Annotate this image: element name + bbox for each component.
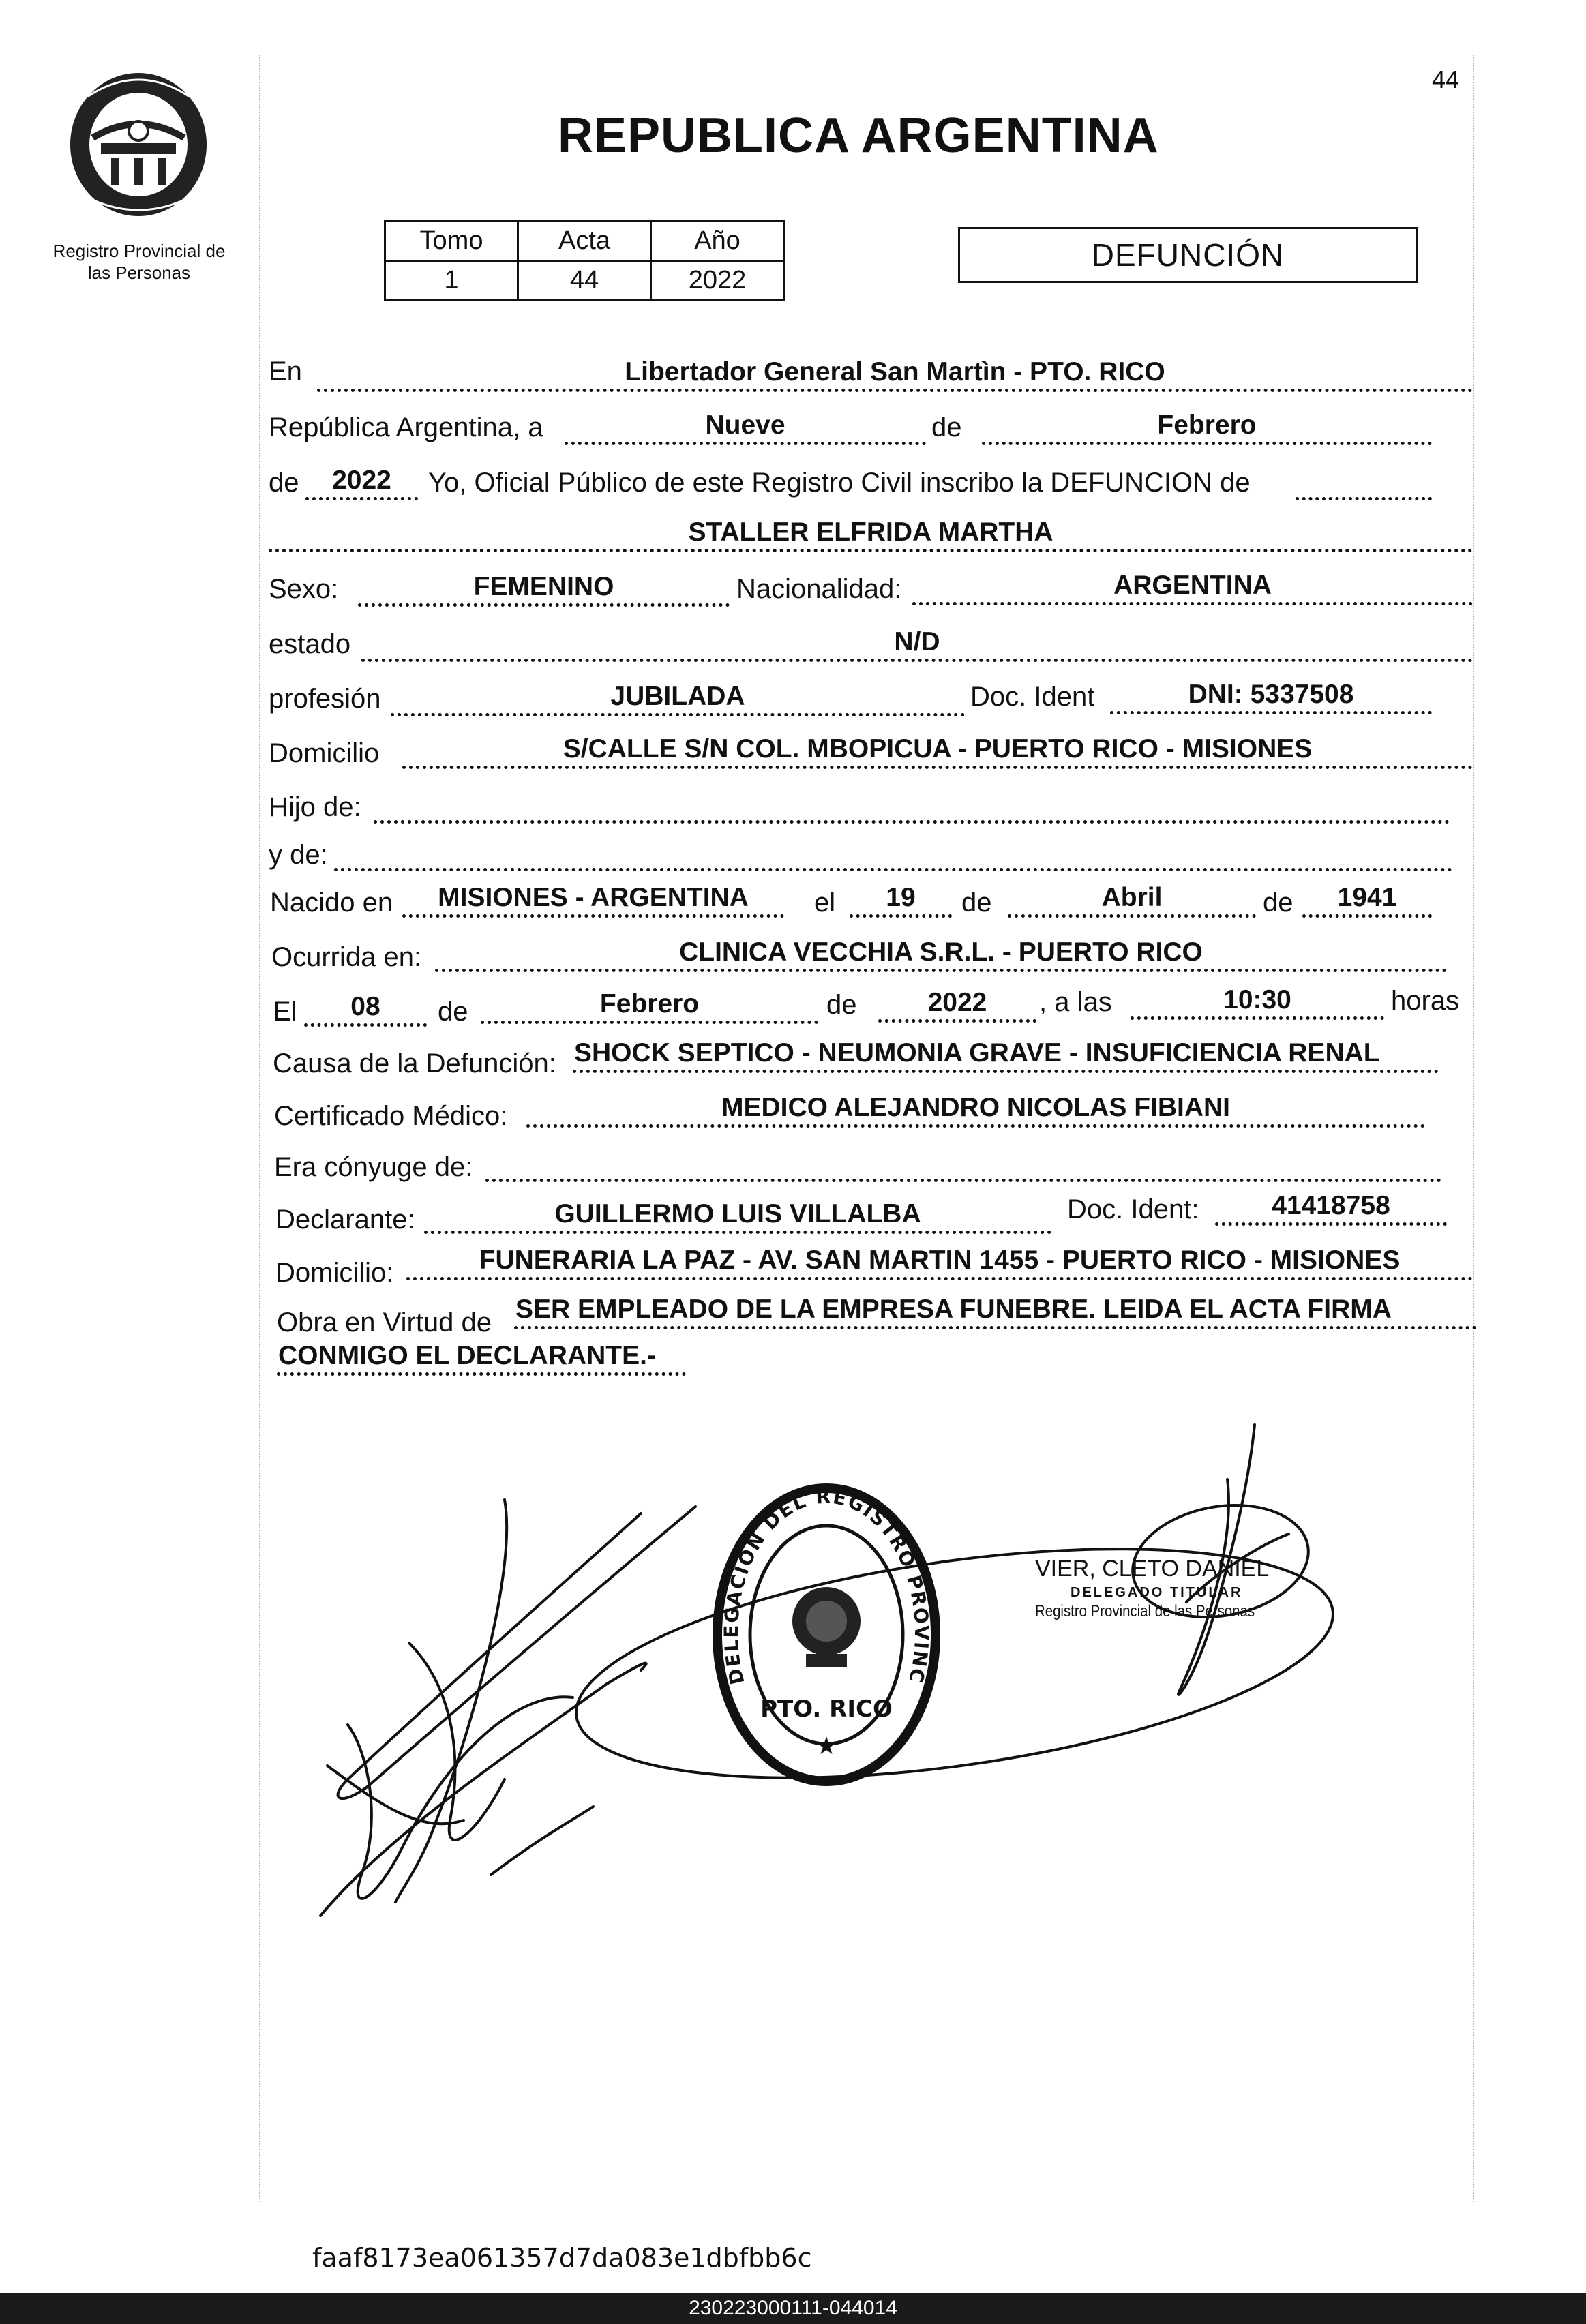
label-horas: horas [1391,986,1460,1016]
field-defuncion-anio: 2022 [878,989,1036,1023]
label-el: el [814,888,836,918]
label-de-def-anio: de [826,990,857,1020]
label-el-cap: El [273,997,297,1027]
label-de-mes: de [931,412,962,442]
signatory-org: Registro Provincial de las Personas [1035,1602,1255,1620]
field-mes-registro: Febrero [982,411,1432,445]
footer-id-bar [0,2293,1586,2324]
document-type-box: DEFUNCIÓN [958,227,1418,283]
label-hijo-de: Hijo de: [269,792,361,822]
field-profesion: JUBILADA [391,682,965,716]
label-obra: Obra en Virtud de [277,1308,492,1338]
field-ocurrida-en: CLINICA VECCHIA S.R.L. - PUERTO RICO [435,938,1447,972]
province-emblem-icon [60,63,217,220]
label-conyuge: Era cónyuge de: [274,1152,473,1182]
signatory-role: DELEGADO TITULAR [1071,1585,1243,1600]
field-nacimiento-mes: Abril [1008,884,1256,918]
ref-value-acta: 44 [518,261,651,301]
field-obra-linea1: SER EMPLEADO DE LA EMPRESA FUNEBRE. LEIDA EL ACTA FIRMA [514,1295,1477,1329]
reference-value-row [385,261,784,301]
page-title: REPUBLICA ARGENTINA [558,108,1159,163]
label-certificado: Certificado Médico: [274,1101,508,1131]
field-causa: SHOCK SEPTICO - NEUMONIA GRAVE - INSUFICIENCIA RENAL [573,1039,1439,1073]
label-domicilio: Domicilio [269,738,380,768]
label-de-def-mes: de [438,997,468,1027]
label-republica: República Argentina, a [269,412,543,442]
field-hora: 10:30 [1131,986,1384,1020]
field-defuncion-dia: 08 [304,993,427,1027]
label-en: En [269,357,302,387]
ref-header-anio: Año [651,222,784,261]
document-hash: faaf8173ea061357d7da083e1dbfbb6c [312,2243,812,2273]
field-dia-registro: Nueve [565,411,926,445]
label-estado: estado [269,629,351,659]
field-nacimiento-dia: 19 [850,884,952,918]
field-declarante: GUILLERMO LUIS VILLALBA [424,1200,1051,1234]
star-icon: ★ [815,1732,838,1760]
field-defuncion-mes: Febrero [481,990,818,1024]
registry-label-line2: las Personas [87,262,191,283]
label-profesion: profesión [269,684,381,714]
footer-id: 230223000111-044014 [689,2297,897,2319]
ref-value-anio: 2022 [651,261,784,301]
field-domicilio-declarante: FUNERARIA LA PAZ - AV. SAN MARTIN 1455 - PUERTO RICO - MISIONES [406,1246,1473,1280]
label-declarante-doc: Doc. Ident: [1067,1194,1199,1224]
label-sexo: Sexo: [269,574,339,604]
label-domicilio-declarante: Domicilio: [275,1258,394,1288]
left-margin-line [259,55,260,2202]
label-a-las: , a las [1039,987,1112,1017]
label-doc-ident: Doc. Ident [970,682,1095,712]
field-estado: N/D [361,628,1473,662]
field-domicilio: S/CALLE S/N COL. MBOPICUA - PUERTO RICO - MISIONES [402,735,1473,769]
field-anio-registro: 2022 [305,466,418,500]
ref-header-acta: Acta [518,222,651,261]
field-nombre: STALLER ELFRIDA MARTHA [269,518,1473,552]
signature-strokes [286,1398,1534,1957]
label-yo-oficial: Yo, Oficial Público de este Registro Civil inscribo la DEFUNCION de [428,468,1251,498]
label-y-de: y de: [269,840,328,870]
label-nacido-en: Nacido en [270,888,393,918]
field-doc-ident: DNI: 5337508 [1110,680,1432,714]
field-hijo-de [374,789,1450,824]
signatory-name: VIER, CLETO DANIEL [1035,1556,1270,1582]
field-nacionalidad: ARGENTINA [912,571,1473,605]
field-declarante-doc: 41418758 [1215,1192,1447,1226]
field-conyuge [485,1148,1441,1182]
registry-label [30,240,248,284]
field-nacimiento-anio: 1941 [1302,884,1432,918]
declarant-signature [320,1500,695,1916]
field-lugar: Libertador General San Martìn - PTO. RICO [317,358,1473,392]
field-certificado: MEDICO ALEJANDRO NICOLAS FIBIANI [526,1093,1425,1128]
reference-header-row [385,222,784,261]
label-causa: Causa de la Defunción: [273,1048,556,1078]
field-obra-linea2: CONMIGO EL DECLARANTE.- [277,1342,686,1376]
official-signature [563,1425,1347,1817]
label-declarante: Declarante: [275,1205,415,1235]
field-y-de [334,837,1452,871]
label-de-anio: de [269,468,299,498]
field-defuncion-trail [1296,466,1432,500]
label-de-nac-anio: de [1263,888,1293,918]
stamp-ring-text: DELEGACION DEL REGISTRO PROVINC [719,1485,933,1687]
label-nacionalidad: Nacionalidad: [736,574,902,604]
label-ocurrida-en: Ocurrida en: [271,942,422,972]
ref-value-tomo: 1 [385,261,518,301]
signature-block [1035,1556,1293,1621]
ref-header-tomo: Tomo [385,222,518,261]
stamp-city: PTO. RICO [760,1695,893,1723]
field-sexo: FEMENINO [358,573,730,607]
page-number: 44 [1432,65,1460,93]
registry-label-line1: Registro Provincial de [53,241,226,261]
field-nacido-en: MISIONES - ARGENTINA [402,884,784,918]
reference-table [384,220,785,301]
label-de-nac-mes: de [961,888,992,918]
